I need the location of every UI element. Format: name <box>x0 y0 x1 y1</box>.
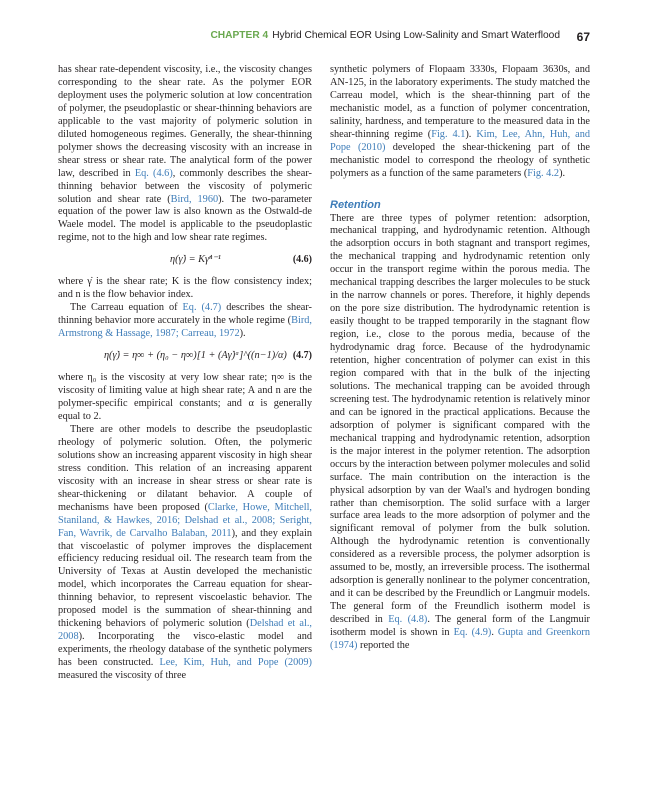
paragraph: The Carreau equation of Eq. (4.7) describes the shear-thinning behavior more accurately in the whole regime (Bird, Armstrong & Hassage, 1987; Carreau, 1972). <box>58 302 312 340</box>
equation-link[interactable]: Eq. (4.8) <box>388 614 428 626</box>
section-heading: Retention <box>330 198 381 211</box>
paragraph: synthetic polymers of Flopaam 3330s, Flopaam 3630s, and AN-125, in the laboratory experiments. The study matched the Carreau model, which is the shear-thinning part of the mechanistic model, as a function of polymer concentration, salinity, hardness, and temperature to the measured data in the shear-thinning regime (Fig. 4.1). Kim, Lee, Ahn, Huh, and Pope (2010) developed the shear-thickening part of the mechanistic model to correspond the rheology of synthetic polymers as a function of the same parameters (Fig. 4.2). <box>330 64 590 179</box>
figure-link[interactable]: Fig. 4.2 <box>527 167 560 179</box>
paragraph: There are three types of polymer retention: adsorption, mechanical trapping, and hydrodynamic retention. Although the adsorption occurs in both stagnant and transport regimes, the mechanical trapping and hydrodynamic retention only occur in the transport regime within the porous media. The mechanical trapping describes the larger molecules to be stuck in the narrow channels or pores. Therefore, it highly depends on the pore size distribution. The hydrodynamic retention is easily thought to be trapped temporarily in the stagnant flow region, i.e., close to the porous media, because of the hydrodynamic drag force. Because of the hydrodynamic retention, higher concentration of polymer can exist in this region compared with that in the bulk of the injecting solutions. The mechanical trapping can be avoided through screening test. The hydrodynamic retention is relatively minor and can be ignored in the practical applications. Because the adsorption of polymer is significant compared with the mechanical trapping and hydrodynamic retention, adsorption is the major interest in the polymer retention. The adsorption occurs by the interaction between polymer molecules and solid surface. The main contribution on the interaction is the physical adsorption by van der Waal's and hydrogen bonding rather than chemisorption. The solid surface with a larger surface area leads to the more adsorption of polymer and the significant removal of polymer from the bulk solution. Although the hydrodynamic retention is conventionally considered as a reversible process, the polymer adsorption is assumed to be, mostly, an irreversible process. The isothermal adsorption is generally nonlinear to the polymer concentration, and it can be described by the Freundlich or Langmuir models. The general form of the Freundlich isotherm model is described in Eq. (4.8). The general form of the Langmuir isotherm model is shown in Eq. (4.9). Gupta and Greenkorn (1974) reported the <box>330 212 590 651</box>
equation-4-7 <box>58 344 312 368</box>
paragraph: where η₀ is the viscosity at very low shear rate; η∞ is the viscosity of limiting value at high shear rate; A and n are the polymer-specific empirical constants; and α is generally equal to 2. <box>58 372 312 422</box>
equation-formula: η(γ̇) = Kγ̇ⁿ⁻¹ <box>170 253 221 265</box>
equation-4-6 <box>58 248 312 272</box>
equation-link[interactable]: Eq. (4.6) <box>134 167 173 179</box>
paragraph: where γ̇ is the shear rate; K is the flow consistency index; and n is the flow behavior index. <box>58 276 312 301</box>
equation-number: (4.6) <box>292 253 312 265</box>
equation-formula: η(γ̇) = η∞ + (η₀ − η∞)[1 + (Aγ̇)ᵅ]^((n−1)/α) <box>103 349 287 361</box>
citation-link[interactable]: Clarke, Howe, Mitchell, Staniland, & Hawkes, 2016; Delshad et al., 2008; Seright, Fan, Wavrik, de Carvalho Balaban, 2011 <box>58 501 312 539</box>
page-number: 67 <box>576 30 590 44</box>
citation-link[interactable]: Bird, 1960 <box>170 193 219 205</box>
chapter-title: Hybrid Chemical EOR Using Low-Salinity and Smart Waterflood <box>272 30 560 41</box>
citation-link[interactable]: Lee, Kim, Huh, and Pope (2009) <box>159 657 312 669</box>
citation-link[interactable]: Bird, Armstrong & Hassage, 1987; Carreau, 1972 <box>58 315 312 340</box>
running-header <box>58 30 590 46</box>
equation-number: (4.7) <box>292 349 312 361</box>
citation-link[interactable]: Gupta and Greenkorn (1974) <box>330 627 590 651</box>
paragraph: There are other models to describe the pseudoplastic rheology of polymeric solution. Often, the polymeric solutions show an increasing apparent viscosity in high shear stress condition. This relation of an increasing apparent viscosity with an increase in shear stress or shear rate is shear-thickening or dilatant behavior. A couple of mechanisms have been proposed (Clarke, Howe, Mitchell, Staniland, & Hawkes, 2016; Delshad et al., 2008; Seright, Fan, Wavrik, de Carvalho Balaban, 2011), and they explain that viscoelastic of polymer improves the displacement efficiency reducing residual oil. The research team from the University of Texas at Austin developed the mechanistic model, which incorporates the Carreau equation for shear-thinning behavior, to represent viscoelastic behavior. The proposed model is the summation of shear-thinning and thickening behaviors of polymeric solution (Delshad et al., 2008). Incorporating the visco-elastic model and experiments, the rheology database of the synthetic polymers has been constructed. Lee, Kim, Huh, and Pope (2009) measured the viscosity of three <box>58 423 312 682</box>
equation-link[interactable]: Eq. (4.7) <box>182 302 222 314</box>
right-column <box>330 64 590 653</box>
figure-link[interactable]: Fig. 4.1 <box>431 128 466 140</box>
equation-link[interactable]: Eq. (4.9) <box>453 627 492 639</box>
citation-link[interactable]: Kim, Lee, Ahn, Huh, and Pope (2010) <box>330 128 590 153</box>
citation-link[interactable]: Delshad et al., 2008 <box>58 618 312 643</box>
chapter-heading <box>210 30 560 41</box>
paragraph: has shear rate-dependent viscosity, i.e., the viscosity changes corresponding to the shear rate. As the polymer EOR deployment uses the polymeric solution at low concentration of polymer, the pseudoplastic or shear-thinning behaviors are applicable to the vast majority of polymeric solution in diluted homogeneous regimes. Generally, the shear-thinning polymer shows the decreasing viscosity with an increase in shear stress or shear rate. The analytical form of the power law, described in Eq. (4.6), commonly describes the shear-thinning behavior between the viscosity of polymeric solution and shear rate (Bird, 1960). The two-parameter equation of the power law is also known as the Ostwald-de Waele model. The model is applicable to the pseudoplastic regime, not to the high and low shear rate regimes. <box>58 64 312 244</box>
left-column <box>58 64 312 683</box>
chapter-label: CHAPTER 4 <box>210 30 269 41</box>
